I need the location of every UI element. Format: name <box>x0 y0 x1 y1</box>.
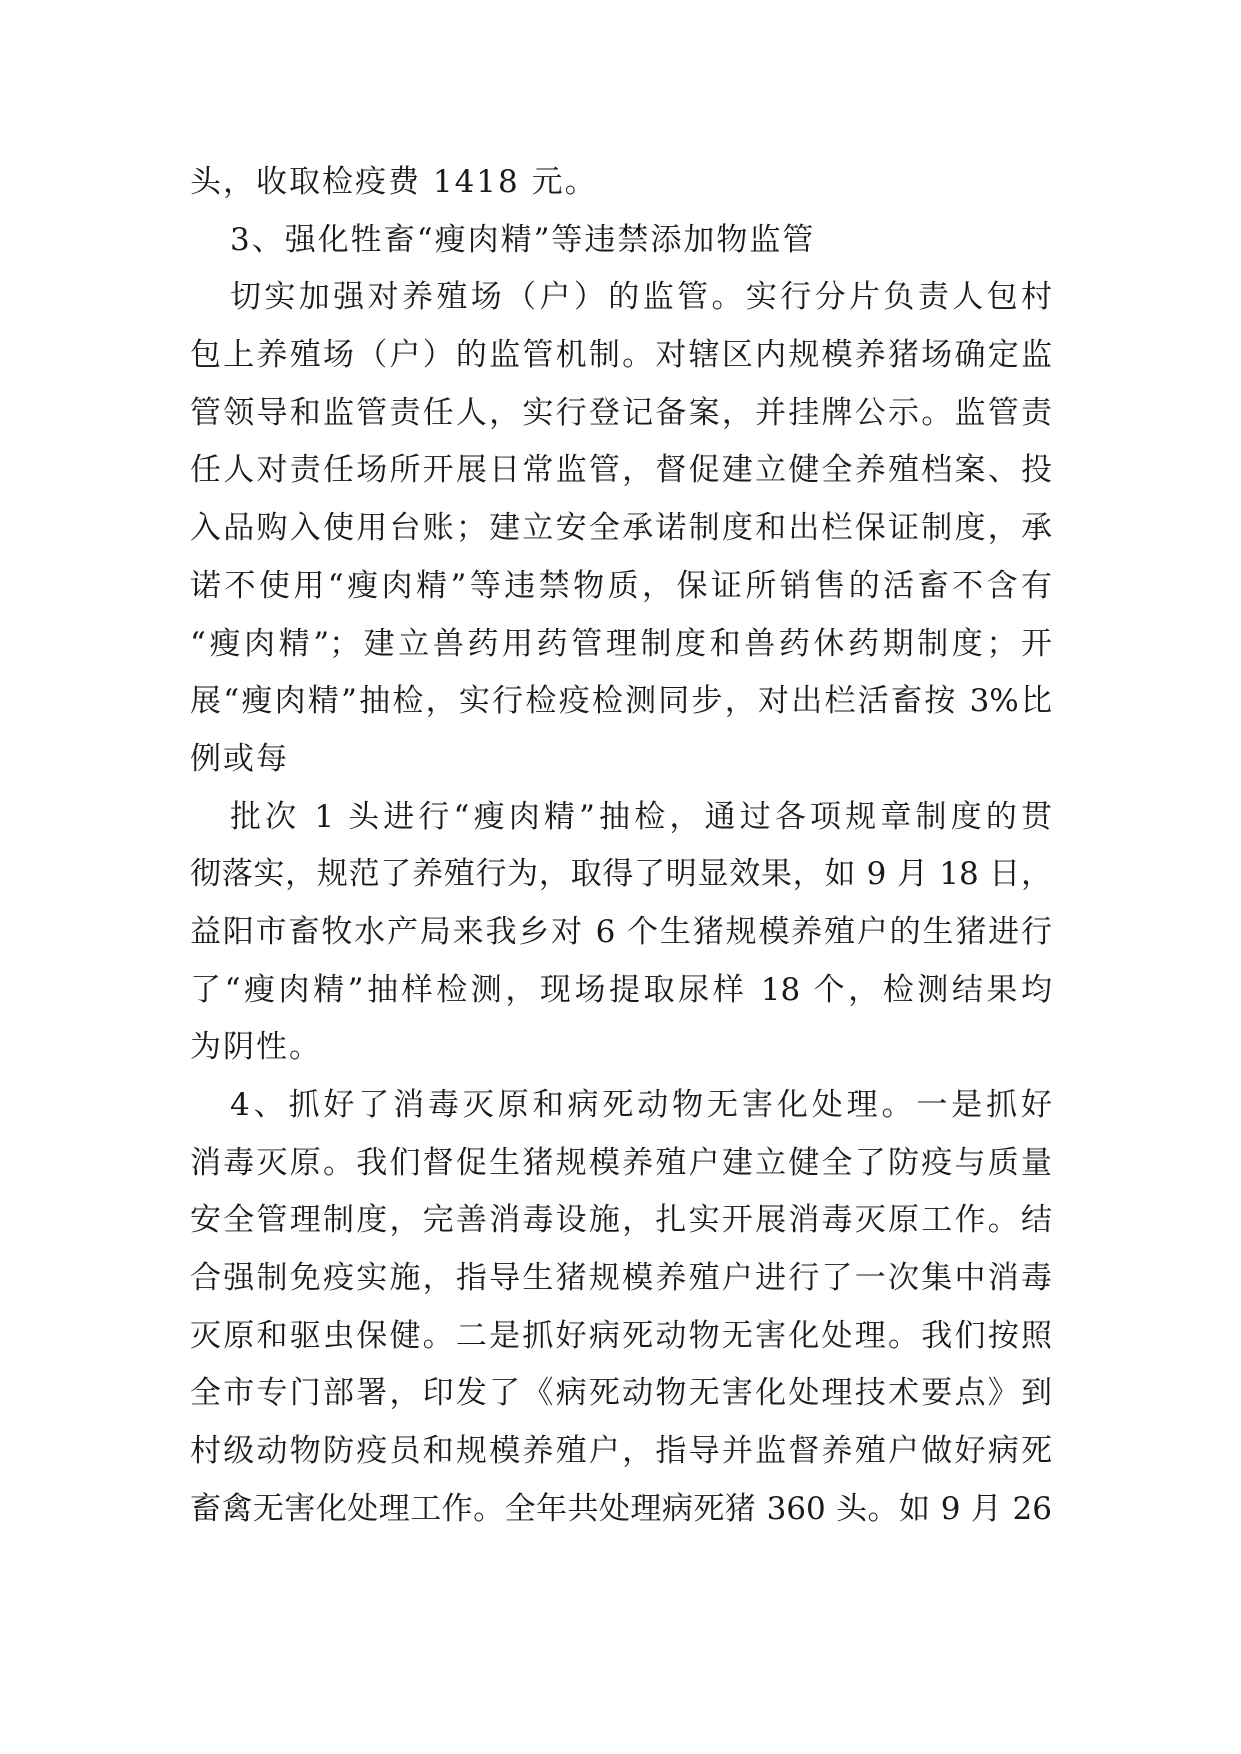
text-line: 消毒灭原。我们督促生猪规模养殖户建立健全了防疫与质量 <box>190 1144 1052 1181</box>
text-line: 例或每 <box>190 740 289 777</box>
text-line: 益阳市畜牧水产局来我乡对 6 个生猪规模养殖户的生猪进行 <box>190 913 1052 950</box>
text-line: 村级动物防疫员和规模养殖户，指导并监督养殖户做好病死 <box>190 1433 1052 1470</box>
text-line: 任人对责任场所开展日常监管，督促建立健全养殖档案、投 <box>190 452 1052 489</box>
text-line: 诺不使用“瘦肉精”等违禁物质，保证所销售的活畜不含有 <box>190 567 1052 604</box>
text-line: 畜禽无害化处理工作。全年共处理病死猪 360 头。如 9 月 26 <box>190 1490 1052 1527</box>
text-line: 灭原和驱虫保健。二是抓好病死动物无害化处理。我们按照 <box>190 1317 1052 1354</box>
text-line: 彻落实，规范了养殖行为，取得了明显效果，如 9 月 18 日， <box>190 856 1052 893</box>
text-line: 包上养殖场（户）的监管机制。对辖区内规模养猪场确定监 <box>190 337 1052 374</box>
text-line: “瘦肉精”；建立兽药用药管理制度和兽药休药期制度；开 <box>190 625 1052 662</box>
section-heading: 4、抓好了消毒灭原和病死动物无害化处理。一是抓好 <box>230 1087 1052 1123</box>
text-line: 批次 1 头进行“瘦肉精”抽检，通过各项规章制度的贯 <box>230 798 1052 835</box>
body-text <box>190 154 1052 1539</box>
text-line: 安全管理制度，完善消毒设施，扎实开展消毒灭原工作。结 <box>190 1202 1052 1239</box>
section-heading: 3、强化牲畜“瘦肉精”等违禁添加物监管 <box>230 221 816 258</box>
text-line: 展“瘦肉精”抽检，实行检疫检测同步，对出栏活畜按 3%比 <box>190 683 1052 720</box>
text-line: 切实加强对养殖场（户）的监管。实行分片负责人包村 <box>230 279 1052 316</box>
text-line: 头，收取检疫费 1418 元。 <box>190 164 598 200</box>
text-line: 全市专门部署，印发了《病死动物无害化处理技术要点》到 <box>190 1375 1052 1412</box>
text-line: 了“瘦肉精”抽样检测，现场提取尿样 18 个，检测结果均 <box>190 971 1052 1008</box>
text-line: 为阴性。 <box>190 1029 322 1066</box>
text-line: 管领导和监管责任人，实行登记备案，并挂牌公示。监管责 <box>190 394 1052 431</box>
text-line: 入品购入使用台账；建立安全承诺制度和出栏保证制度，承 <box>190 510 1052 547</box>
text-line: 合强制免疫实施，指导生猪规模养殖户进行了一次集中消毒 <box>190 1260 1052 1297</box>
